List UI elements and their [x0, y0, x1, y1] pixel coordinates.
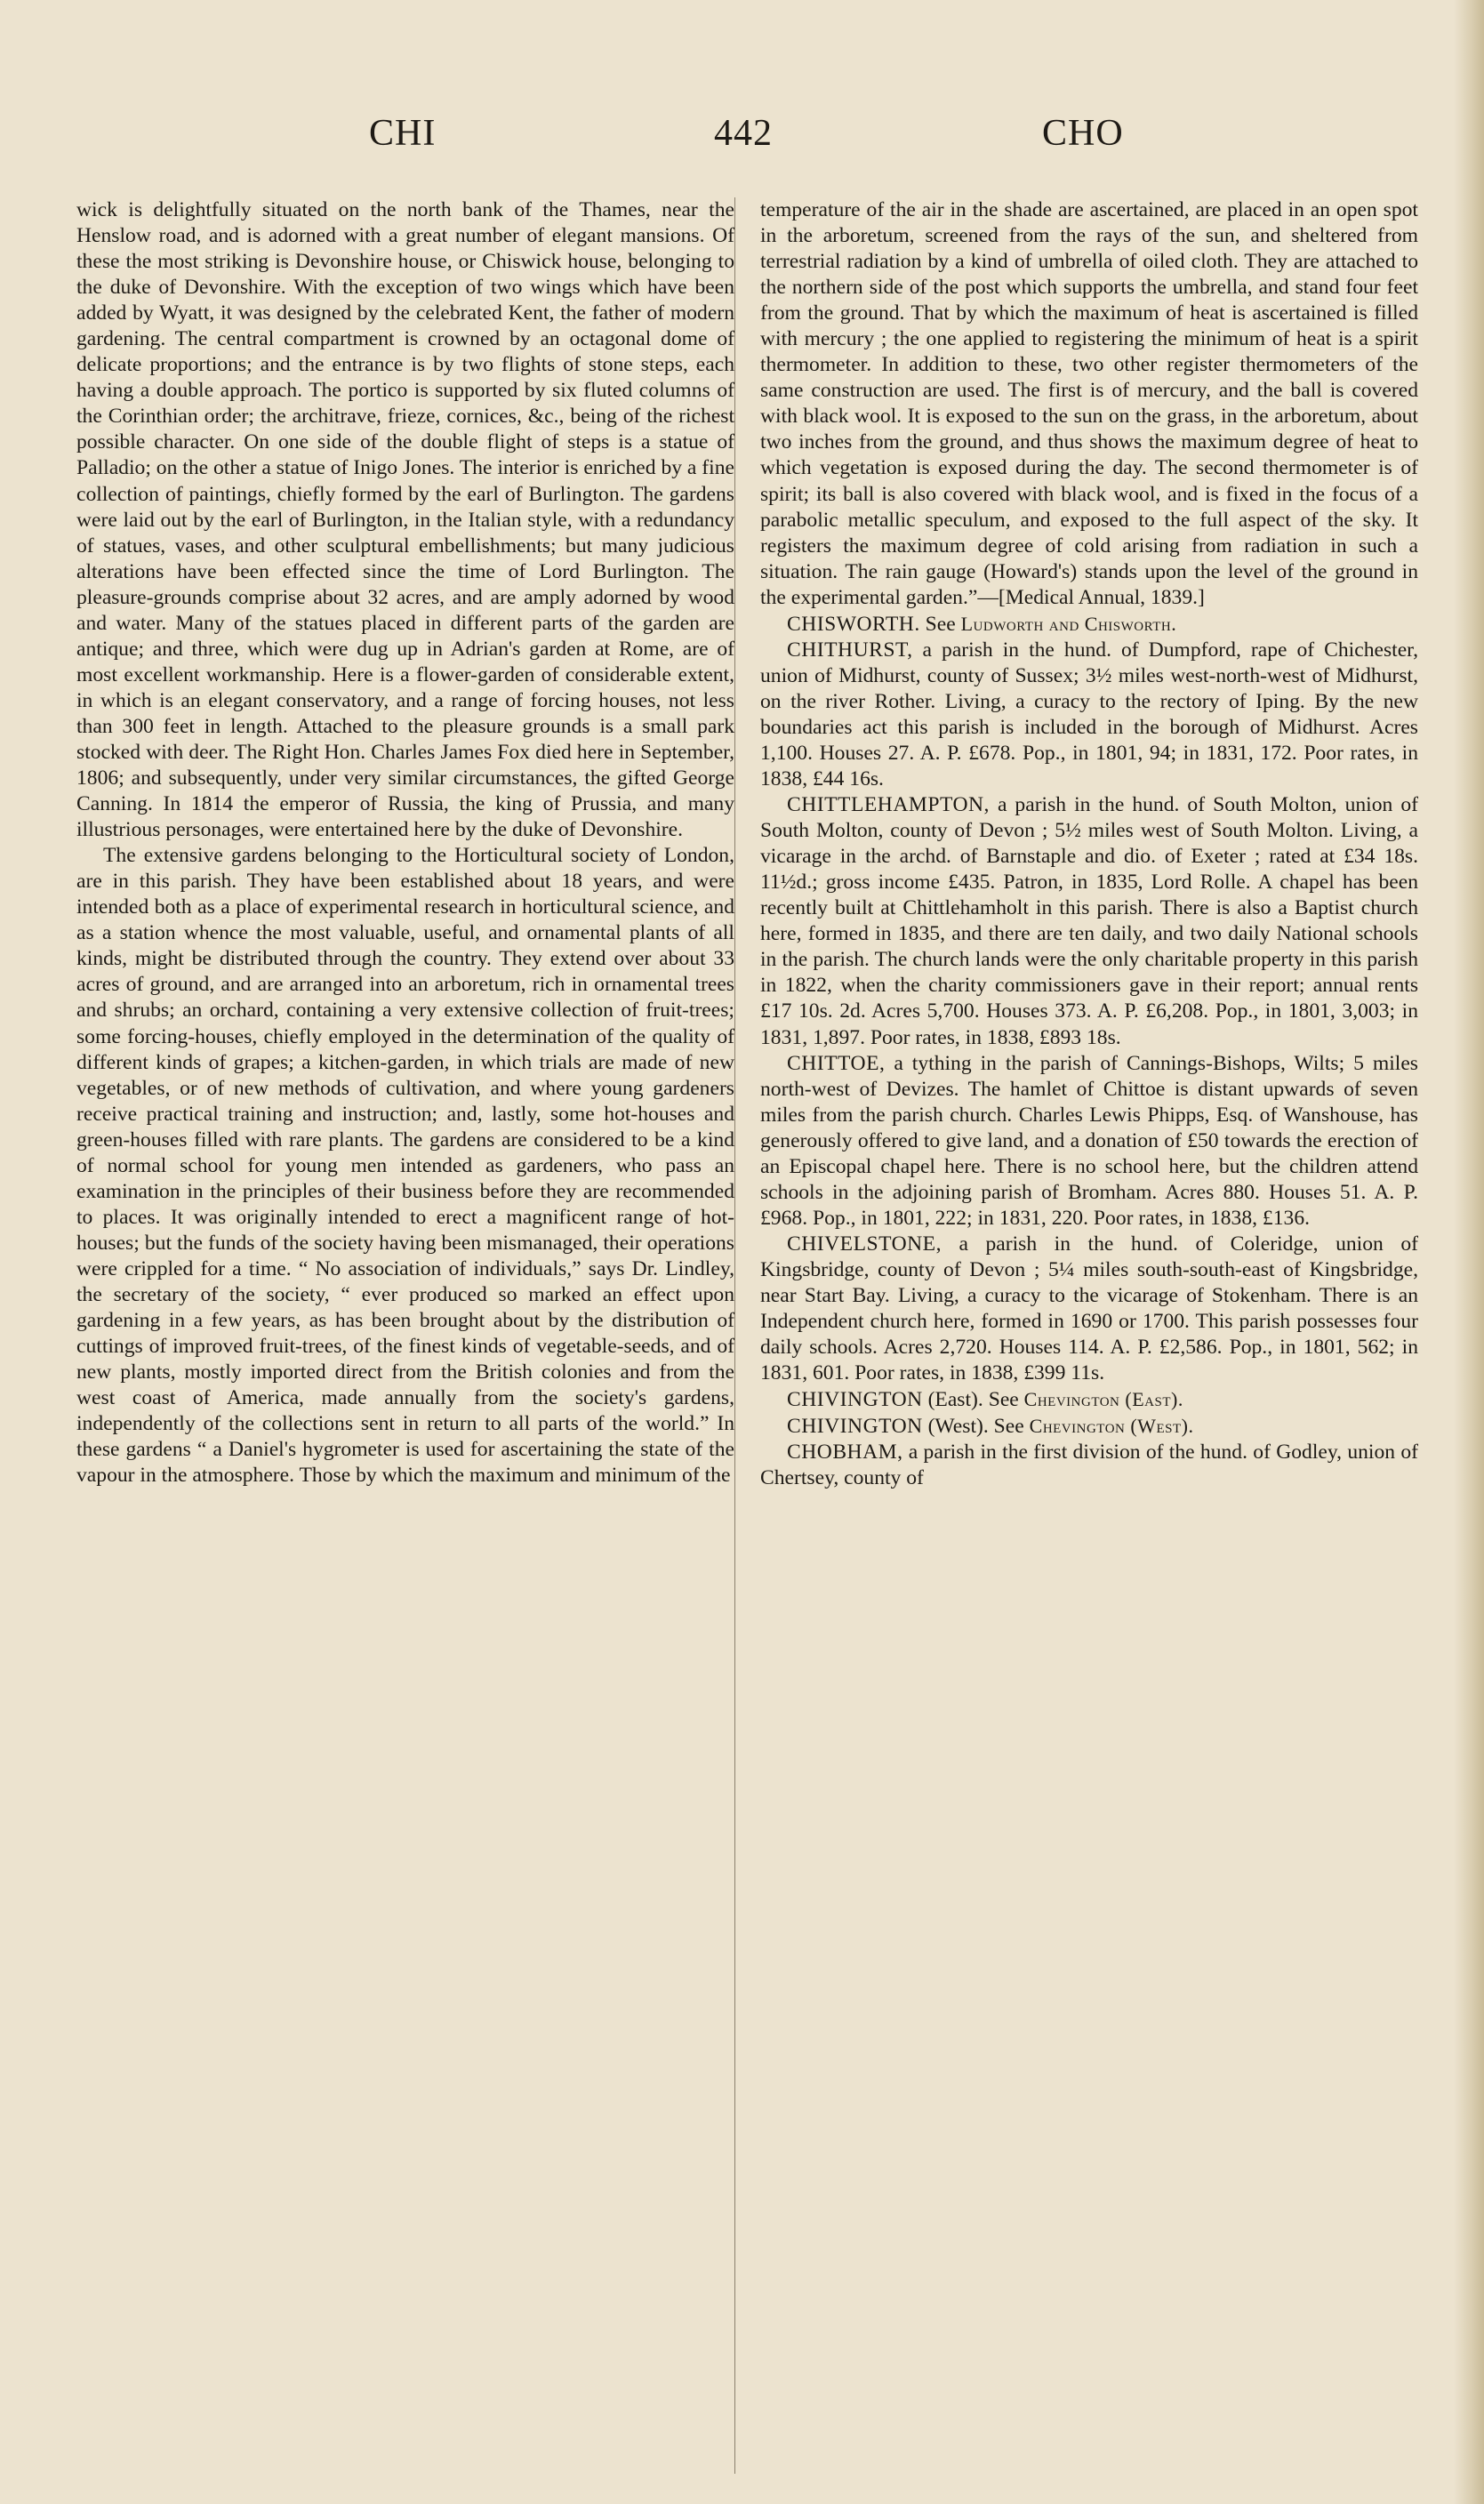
- entry-headword: CHOBHAM,: [787, 1441, 903, 1465]
- page-edge: [1454, 0, 1484, 2504]
- header-left-catchword: CHI: [369, 113, 437, 154]
- entry-chivington-east: [760, 1386, 1418, 1413]
- running-header: [0, 112, 1484, 165]
- entry-body: (West). See: [922, 1415, 1030, 1439]
- page-number: 442: [714, 113, 773, 154]
- entry-headword: CHITTOE,: [787, 1051, 886, 1075]
- entry-chithurst: [760, 638, 1418, 792]
- entry-headword: CHISWORTH.: [787, 612, 920, 636]
- header-right-catchword: CHO: [1042, 113, 1124, 154]
- left-column: [76, 197, 734, 1489]
- entry-chittlehampton: [760, 792, 1418, 1050]
- entry-body: a parish in the hund. of South Molton, union of South Molton, county of Devon ; 5½ miles west of South Molton. Living, a vicarage in the archd. of Barnstaple and dio. of Exeter ; rated at £34 18s. 11½d.; gross income £435. Patron, in 1835, Lord Rolle. A chapel has been recently built at Chittlehamholt in this parish. There is also a Baptist church here, formed in 1835, and there are ten daily, and two daily National schools in the parish. The church lands were the only charitable property in this parish in 1822, when the charity commissioners gave in their report; annual rents £17 10s. 2d. Acres 5,700. Houses 373. A. P. £6,208. Pop., in 1801, 3,003; in 1831, 1,897. Poor rates, in 1838, £893 18s.: [760, 793, 1418, 1049]
- paragraph-horticultural-gardens: The extensive gardens belonging to the Horticultural society of London, are in this parish. They have been established about 18 years, and were intended both as a place of experimental research in horticultural science, and as a station whence the most valuable, useful, and ornamental plants of all kinds, might be distributed through the country. They extend over about 33 acres of ground, and are arranged into an arboretum, rich in ornamental trees and shrubs; an orchard, containing a very extensive collection of fruit-trees; some forcing-houses, chiefly employed in the determination of the quality of different kinds of grapes; a kitchen-garden, in which trials are made of new vegetables, or of new methods of cultivation, and where young gardeners receive practical training and instruction; and, lastly, some hot-houses and green-houses filled with rare plants. The gardens are considered to be a kind of normal school for young men intended as gardeners, who pass an examination in the principles of their business before they are recommended to places. It was originally intended to erect a magnificent range of hot-houses; but the funds of the society having been mismanaged, their operations were crippled for a time. “ No association of individuals,” says Dr. Lindley, the secretary of the society, “ ever produced so marked an effect upon gardening in a few years, as has been brought about by the distribution of cuttings of improved fruit-trees, of the finest kinds of vegetable-seeds, and of new plants, mostly imported direct from the British colonies and from the west coast of America, made annually from the society's gardens, independently of the collections sent in return to all parts of the world.” In these gardens “ a Daniel's hygrometer is used for ascertaining the state of the vapour in the atmosphere. Those by which the maximum and minimum of the: [76, 844, 734, 1488]
- entry-body: See: [919, 612, 961, 636]
- entry-chisworth: [760, 611, 1418, 638]
- entry-cross-reference: Chevington (West).: [1029, 1415, 1194, 1438]
- entry-body: a parish in the hund. of Coleridge, union of Kingsbridge, county of Devon ; 5¼ miles south-south-east of Kingsbridge, near Start Bay. Living, a curacy to the vicarage of Stokenham. There is an Independent church here, formed in 1690 or 1700. This parish possesses four daily schools. Acres 2,720. Houses 114. A. P. £2,586. Pop., in 1801, 562; in 1831, 601. Poor rates, in 1838, £399 11s.: [760, 1232, 1418, 1385]
- entry-body: a parish in the first division of the hund. of Godley, union of Chertsey, county of: [760, 1441, 1418, 1490]
- entry-headword: CHITHURST,: [787, 638, 913, 662]
- entry-chivelstone: [760, 1232, 1418, 1386]
- entry-headword: CHITTLEHAMPTON,: [787, 793, 990, 817]
- entry-chittoe: [760, 1051, 1418, 1232]
- entry-chivington-west: [760, 1413, 1418, 1440]
- entry-body: a tything in the parish of Cannings-Bishops, Wilts; 5 miles north-west of Devizes. The hamlet of Chittoe is distant upwards of seven miles from the parish church. Charles Lewis Phipps, Esq. of Wanshouse, has generously offered to give land, and a donation of £50 towards the erection of an Episcopal chapel here. There is no school here, but the children attend schools in the adjoining parish of Bromham. Acres 880. Houses 51. A. P. £968. Pop., in 1801, 222; in 1831, 220. Poor rates, in 1838, £136.: [760, 1051, 1418, 1230]
- entry-cross-reference: Chevington (East).: [1023, 1388, 1183, 1411]
- column-rule: [734, 197, 735, 2474]
- entry-cross-reference: Ludworth and Chisworth.: [960, 612, 1177, 635]
- entry-body: a parish in the hund. of Dumpford, rape of Chichester, union of Midhurst, county of Sussex; 3½ miles west-north-west of Midhurst, on the river Rother. Living, a curacy to the rectory of Iping. By the new boundaries act this parish is included in the borough of Midhurst. Acres 1,100. Houses 27. A. P. £678. Pop., in 1801, 94; in 1831, 172. Poor rates, in 1838, £44 16s.: [760, 638, 1418, 791]
- entry-headword: CHIVINGTON: [787, 1415, 923, 1439]
- paragraph-chiswick: wick is delightfully situated on the north bank of the Thames, near the Henslow road, and is adorned with a great number of elegant mansions. Of these the most striking is Devonshire house, or Chiswick house, belonging to the duke of Devonshire. With the exception of two wings which have been added by Wyatt, it was designed by the celebrated Kent, the father of modern gardening. The central compartment is crowned by an octagonal dome of delicate proportions; and the entrance is by two flights of stone steps, each having a double approach. The portico is supported by six fluted columns of the Corinthian order; the architrave, frieze, cornices, &c., being of the richest possible character. On one side of the double flight of steps is a statue of Palladio; on the other a statue of Inigo Jones. The interior is enriched by a fine collection of paintings, chiefly formed by the earl of Burlington. The gardens were laid out by the earl of Burlington, in the Italian style, with a redundancy of statues, vases, and other sculptural embellishments; but many judicious alterations have been effected since the time of Lord Burlington. The pleasure-grounds comprise about 32 acres, and are amply adorned by wood and water. Many of the statues placed in different parts of the garden are antique; and three, which were dug up in Adrian's garden at Rome, are of most excellent workmanship. Here is a flower-garden of considerable extent, in which is an elegant conservatory, and a range of forcing houses, not less than 300 feet in length. Attached to the pleasure grounds is a small park stocked with deer. The Right Hon. Charles James Fox died here in September, 1806; and subsequently, under very similar circumstances, the gifted George Canning. In 1814 the emperor of Russia, the king of Prussia, and many illustrious personages, were entertained here by the duke of Devonshire.: [76, 198, 734, 842]
- entry-chobham: [760, 1440, 1418, 1491]
- entry-body: (East). See: [922, 1388, 1024, 1412]
- paragraph-continuation: temperature of the air in the shade are ascertained, are placed in an open spot in the arboretum, screened from the rays of the sun, and sheltered from terrestrial radiation by a kind of umbrella of oiled cloth. They are attached to the northern side of the post which supports the umbrella, and stand four feet from the ground. That by which the maximum of heat is ascertained is filled with mercury ; the one applied to registering the minimum of heat is a spirit thermometer. In addition to these, two other register thermometers of the same construction are used. The first is of mercury, and the ball is covered with black wool. It is exposed to the sun on the grass, in the arboretum, about two inches from the ground, and thus shows the maximum degree of heat to which vegetation is exposed during the day. The second thermometer is of spirit; its ball is also covered with black wool, and is fixed in the focus of a parabolic metallic speculum, and exposed to the full aspect of the sky. It registers the maximum degree of cold arising from radiation in such a situation. The rain gauge (Howard's) stands upon the level of the ground in the experimental garden.”—[Medical Annual, 1839.]: [760, 198, 1418, 609]
- right-column: [760, 197, 1418, 1491]
- entry-headword: CHIVINGTON: [787, 1388, 923, 1412]
- entry-headword: CHIVELSTONE,: [787, 1232, 942, 1256]
